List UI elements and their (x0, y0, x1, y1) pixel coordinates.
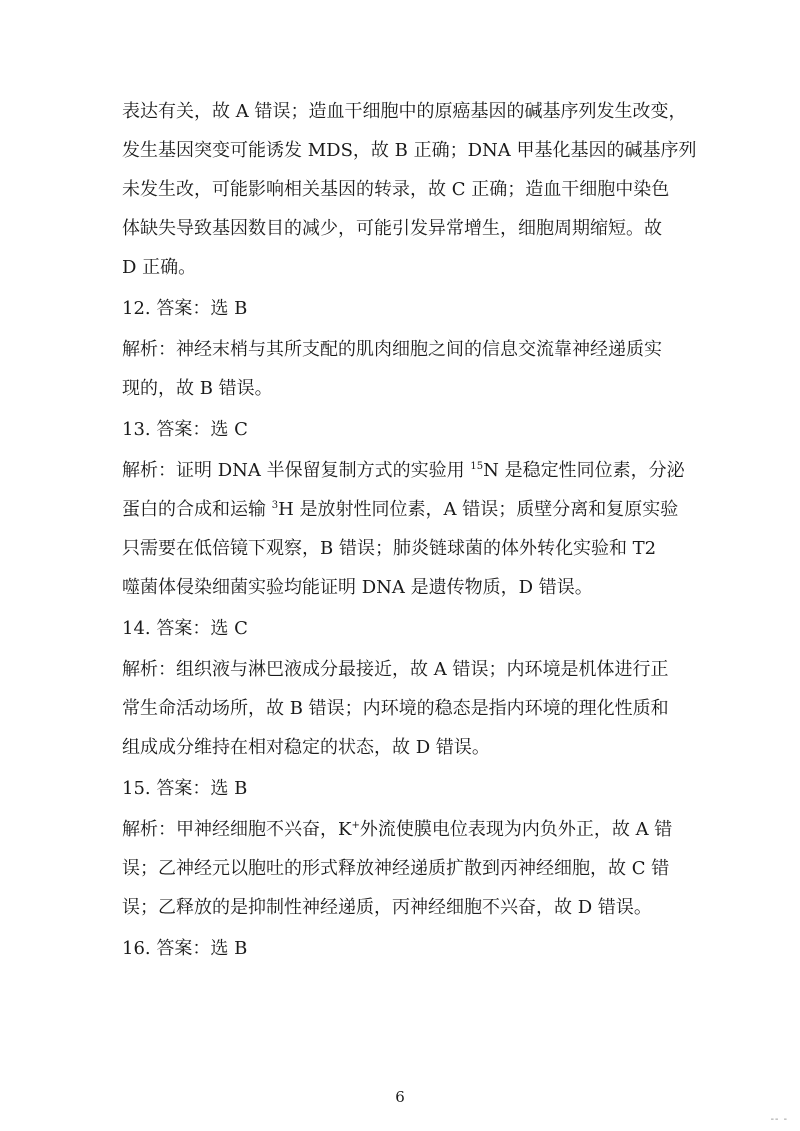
text-line: 发生基因突变可能诱发 MDS，故 B 正确；DNA 甲基化基因的碱基序列 (122, 140, 697, 161)
text-line: 组成成分维持在相对稳定的状态，故 D 错误。 (122, 737, 490, 758)
text-line: 常生命活动场所，故 B 错误；内环境的稳态是指内环境的理化性质和 (122, 698, 669, 719)
text-segment: 解析：证明 DNA 半保留复制方式的实验用 (122, 460, 471, 481)
text-segment: 蛋白的合成和运输 (122, 499, 272, 520)
question-12 (122, 295, 702, 403)
answer-heading: 16. 答案：选 B (122, 938, 248, 959)
isotope-superscript: 15 (470, 461, 484, 472)
text-line: 未发生改，可能影响相关基因的转录，故 C 正确；造血干细胞中染色 (122, 179, 670, 200)
text-line: 误；乙释放的是抑制性神经递质，丙神经细胞不兴奋，故 D 错误。 (122, 897, 652, 918)
text-segment: 外流使膜电位表现为内负外正，故 A 错 (359, 819, 673, 840)
page-number: 6 (395, 1088, 405, 1106)
text-line: 误；乙神经元以胞吐的形式释放神经递质扩散到丙神经细胞，故 C 错 (122, 858, 670, 879)
answer-heading: 14. 答案：选 C (122, 618, 248, 639)
corner-mark: -- - (770, 1114, 788, 1125)
page-content (122, 98, 702, 963)
isotope-superscript: 3 (271, 500, 279, 511)
text-line: 只需要在低倍镜下观察，B 错误；肺炎链球菌的体外转化实验和 T2 (122, 538, 657, 559)
text-line: 解析：组织液与淋巴液成分最接近，故 A 错误；内环境是机体进行正 (122, 659, 669, 680)
text-line: 解析：神经末梢与其所支配的肌肉细胞之间的信息交流靠神经递质实 (122, 339, 662, 360)
text-segment: 解析：甲神经细胞不兴奋，K (122, 819, 352, 840)
text-line (122, 457, 702, 485)
question-16 (122, 935, 702, 963)
answer-heading: 15. 答案：选 B (122, 778, 248, 799)
text-line (122, 816, 702, 844)
answer-heading: 13. 答案：选 C (122, 419, 248, 440)
answer-heading: 12. 答案：选 B (122, 298, 248, 319)
text-line: 噬菌体侵染细菌实验均能证明 DNA 是遗传物质，D 错误。 (122, 577, 593, 598)
question-15 (122, 775, 702, 922)
q11-explanation-continued (122, 98, 702, 282)
text-line: 表达有关，故 A 错误；造血干细胞中的原癌基因的碱基序列发生改变， (122, 101, 687, 122)
text-line: D 正确。 (122, 257, 197, 278)
question-14 (122, 615, 702, 762)
ion-superscript: + (351, 820, 360, 831)
text-line: 现的，故 B 错误。 (122, 378, 273, 399)
text-line (122, 496, 702, 524)
text-segment: N 是稳定性同位素，分泌 (483, 460, 685, 481)
text-line: 体缺失导致基因数目的减少，可能引发异常增生，细胞周期缩短。故 (122, 218, 662, 239)
question-13 (122, 416, 702, 602)
text-segment: H 是放射性同位素，A 错误；质壁分离和复原实验 (278, 499, 679, 520)
